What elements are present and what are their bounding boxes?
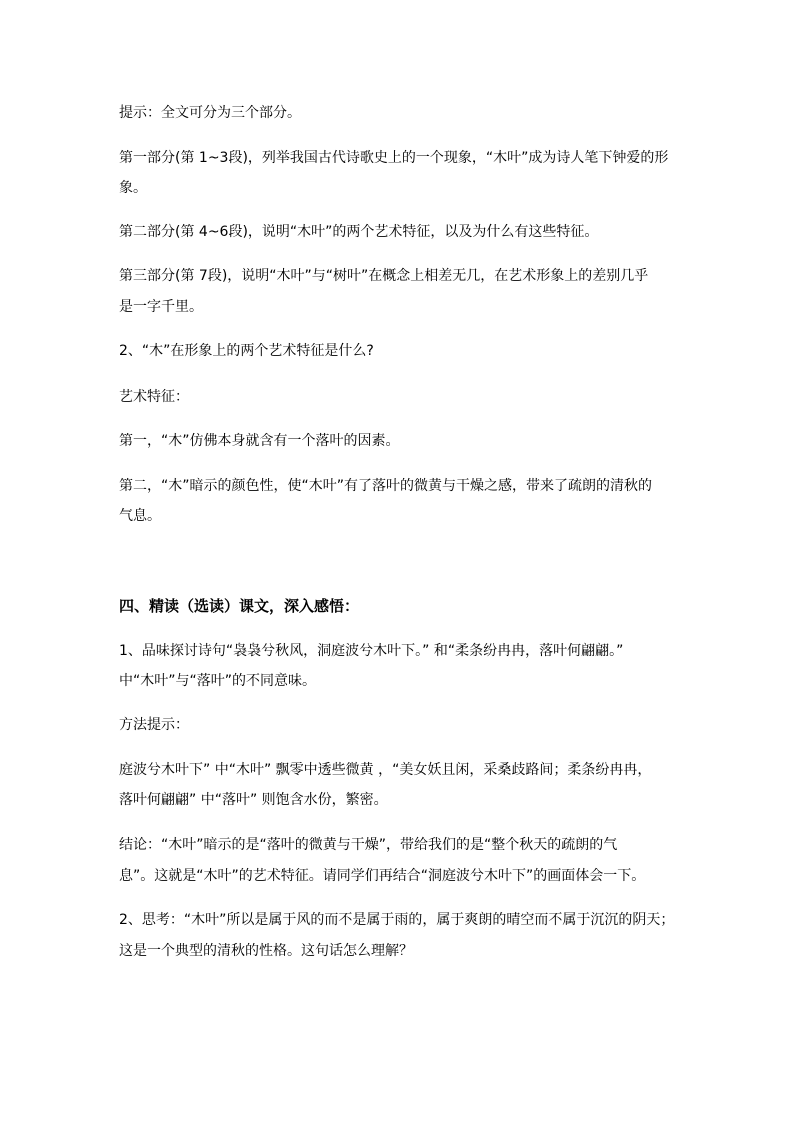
feature-two-line-2: 气息。: [119, 508, 161, 524]
task-one-line-1: 1、品味探讨诗句“袅袅兮秋风，洞庭波兮木叶下。” 和“柔条纷冉冉，落叶何翩翩。”: [119, 643, 624, 659]
method-line-2: 落叶何翩翩” 中“落叶” 则饱含水份，繁密。: [119, 792, 388, 808]
part-one-line-1: 第一部分(第 1~3段)，列举我国古代诗歌史上的一个现象，“木叶”成为诗人笔下钟爱的形: [119, 150, 669, 166]
question-two: 2、“木”在形象上的两个艺术特征是什么?: [119, 343, 374, 359]
task-one-line-2: 中“木叶”与“落叶”的不同意味。: [119, 673, 317, 689]
part-three-line-1: 第三部分(第 7段)，说明“木叶”与“树叶”在概念上相差无几，在艺术形象上的差别几乎: [119, 268, 649, 284]
art-features-label: 艺术特征：: [119, 389, 189, 405]
hint-paragraph: 提示：全文可分为三个部分。: [119, 105, 301, 121]
think-line-2: 这是一个典型的清秋的性格。这句话怎么理解？: [119, 943, 413, 959]
feature-one: 第一，“木”仿佛本身就含有一个落叶的因素。: [119, 433, 400, 449]
think-line-1: 2、思考：“木叶”所以是属于风的而不是属于雨的，属于爽朗的晴空而不属于沉沉的阴天；: [119, 912, 675, 928]
conclusion-line-2: 息”。这就是“木叶”的艺术特征。请同学们再结合“洞庭波兮木叶下”的画面体会一下。: [119, 868, 646, 884]
part-three-line-2: 是一字千里。: [119, 299, 203, 315]
section-four-heading: 四、精读（选读）课文，深入感悟：: [119, 597, 360, 615]
part-one-line-2: 象。: [119, 180, 147, 196]
part-two-paragraph: 第二部分(第 4~6段)，说明“木叶”的两个艺术特征，以及为什么有这些特征。: [119, 224, 599, 240]
method-line-1: 庭波兮木叶下” 中“木叶” 飘零中透些微黄 ，“美女妖且闲，采桑歧路间；柔条纷冉冉，: [119, 762, 652, 778]
conclusion-line-1: 结论：“木叶”暗示的是“落叶的微黄与干燥”，带给我们的是“整个秋天的疏朗的气: [119, 837, 618, 853]
feature-two-line-1: 第二，“木”暗示的颜色性，使“木叶”有了落叶的微黄与干燥之感，带来了疏朗的清秋的: [119, 478, 653, 494]
method-hint-label: 方法提示：: [119, 717, 189, 733]
